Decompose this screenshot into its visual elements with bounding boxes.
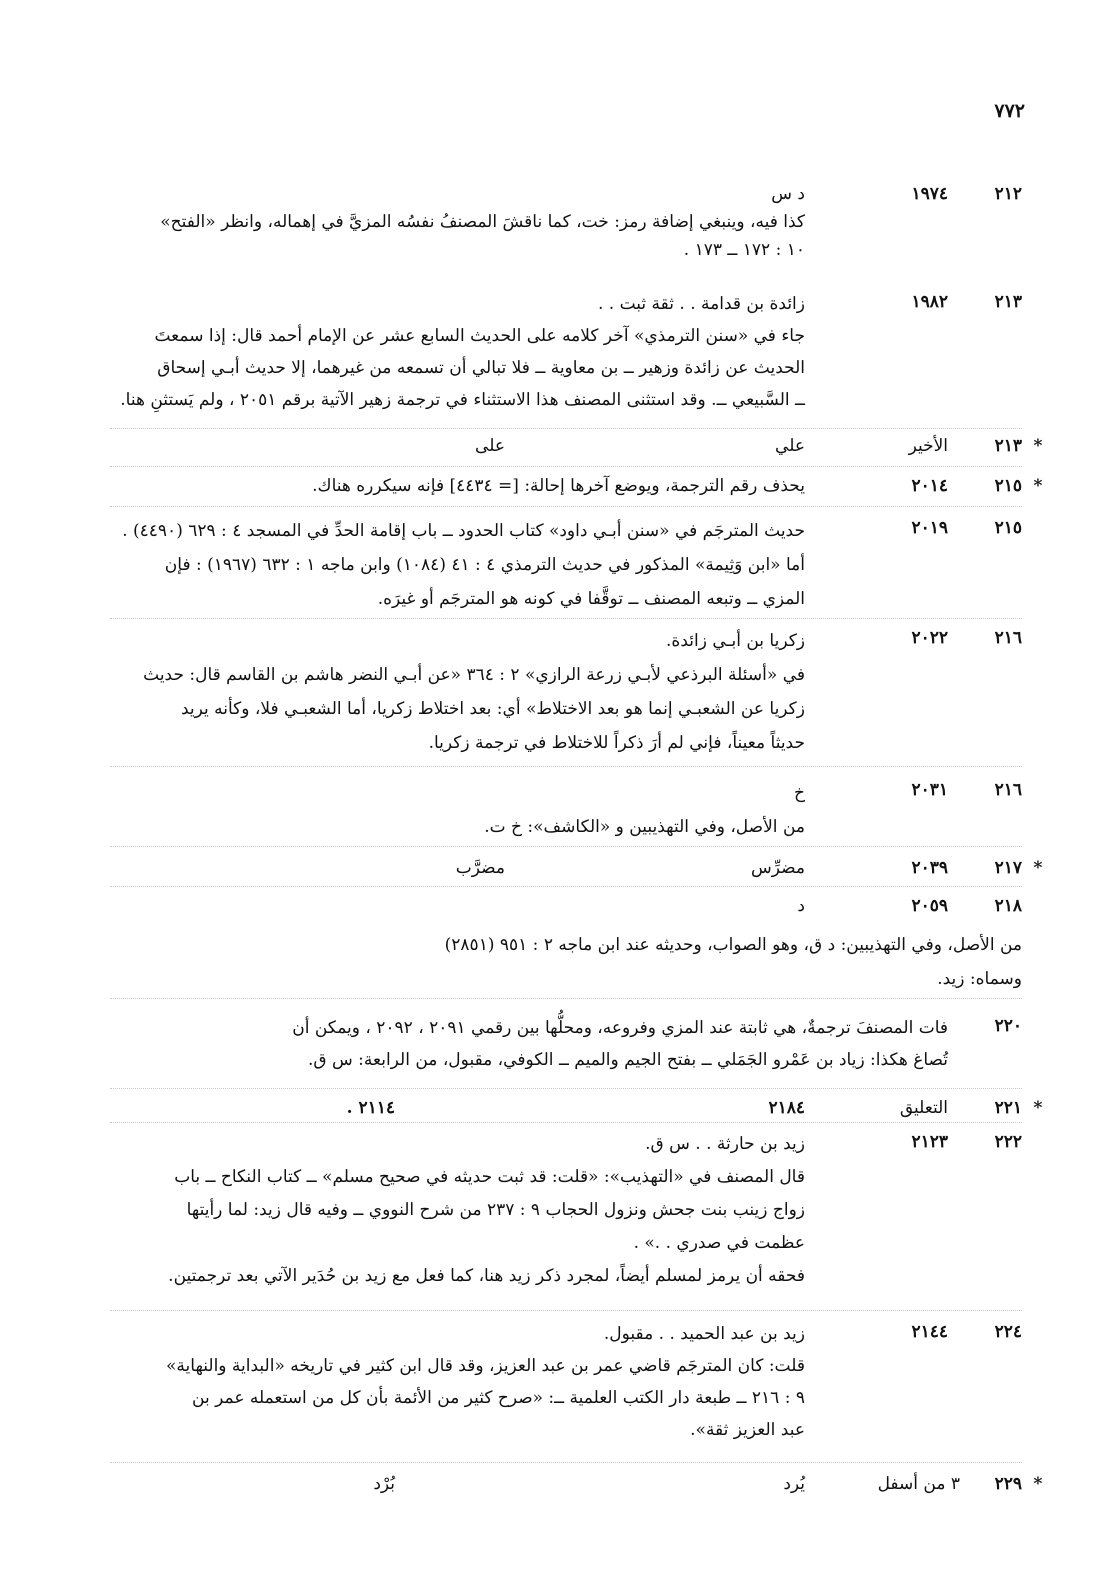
entry-line: المزي ــ وتبعه المصنف ــ توقَّفا في كونه هو المترجَم أو غيرَه.: [377, 589, 805, 609]
page-ref: ٢٢١: [994, 1098, 1022, 1118]
entry-text: [110, 180, 805, 264]
page-ref: ٢١٣: [994, 292, 1022, 312]
line-ref: ١٩٧٤: [911, 184, 948, 204]
entry-line: زواج زينب بنت جحش ونزول الحجاب ٩ : ٢٣٧ من شرح النووي ــ وفيه قال زيد: لما رأيتها: [186, 1200, 805, 1220]
entry-text: [110, 928, 1022, 996]
divider: [110, 506, 1022, 507]
entry-line: من الأصل، وفي التهذيبين و «الكاشف»: خ ت.: [484, 817, 805, 837]
divider: [110, 998, 1022, 999]
entry-head: زيد بن حارثة . . س ق.: [645, 1134, 805, 1154]
entry-head: يحذف رقم الترجمة، ويوضع آخرها إحالة: [= ٤٤٣٤] فإنه سيكرره هناك.: [312, 476, 805, 496]
page-ref: ٢١٥: [994, 518, 1022, 538]
star-marker: *: [1033, 858, 1043, 878]
incorrect-reading: يُرد: [783, 1474, 805, 1494]
divider: [110, 618, 1022, 619]
entry-head: زيد بن عبد الحميد . . مقبول.: [603, 1324, 805, 1344]
entry-text: [110, 288, 805, 416]
page-ref: ٢٢٠: [994, 1016, 1022, 1036]
page-ref: ٢٢٩: [994, 1474, 1022, 1494]
page-ref: ٢٢٢: [994, 1132, 1022, 1152]
divider: [110, 428, 1022, 429]
entry-line: أما «ابن وَثِيمة» المذكور في حديث الترمذي ٤ : ٤١ (١٠٨٤) وابن ماجه ١ : ٦٣٢ (١٩٦٧) : فإن: [164, 555, 805, 575]
incorrect-reading: علي: [775, 436, 805, 456]
page-ref: ٢١٦: [994, 628, 1022, 648]
correct-reading: بُرْد: [373, 1474, 395, 1494]
page-ref: ٢١٨: [994, 896, 1022, 916]
entry-line: فات المصنفَ ترجمةٌ، هي ثابتة عند المزي وفروعه، ومحلُّها بين رقمي ٢٠٩١ ، ٢٠٩٢ ، ويمكن أن: [292, 1018, 948, 1038]
divider: [110, 766, 1022, 767]
incorrect-reading: مضرِّس: [751, 858, 805, 878]
page-ref: ٢١٧: [994, 858, 1022, 878]
line-ref: ٢٠٥٩: [911, 896, 948, 916]
entry-line: ١٠ : ١٧٢ ــ ١٧٣ .: [683, 240, 805, 260]
line-ref: ٣ من أسفل: [877, 1474, 960, 1494]
entry-head: د س: [771, 184, 805, 204]
star-marker: *: [1033, 476, 1043, 496]
line-ref: ٢٠٣٩: [911, 858, 948, 878]
page-ref: ٢١٦: [994, 780, 1022, 800]
page-number: ٧٧٢: [994, 100, 1025, 122]
divider: [110, 1088, 1022, 1089]
entry-head: زائدة بن قدامة . . ثقة ثبت . .: [597, 294, 805, 314]
entry-line: من الأصل، وفي التهذيبين: د ق، وهو الصواب، وحديثه عند ابن ماجه ٢ : ٩٥١ (٢٨٥١): [444, 935, 1022, 955]
page-ref: ٢١٢: [994, 184, 1022, 204]
star-marker: *: [1033, 1098, 1043, 1118]
divider: [110, 466, 1022, 467]
line-ref: ٢٠٣١: [911, 780, 948, 800]
entry-line: وسماه: زيد.: [937, 969, 1022, 989]
line-ref: ١٩٨٢: [911, 292, 948, 312]
correct-reading: على: [475, 436, 505, 456]
line-ref: ٢٠١٤: [911, 476, 948, 496]
entry-text: [110, 1318, 805, 1446]
entry-line: زكريا عن الشعبـي إنما هو بعد الاختلاط» أي: بعد اختلاط زكريا، أما الشعبـي فلا، وكأنه يريد: [180, 699, 805, 719]
divider: [110, 846, 1022, 847]
entry-text: [110, 472, 805, 500]
entry-line: عبد العزيز ثقة».: [690, 1420, 805, 1440]
entry-line: عظمت في صدري . .» .: [633, 1233, 805, 1253]
entry-text: [110, 624, 805, 760]
entry-line: ٩ : ٢١٦ ــ طبعة دار الكتب العلمية ــ: «صرح كثير من الأئمة بأن كل من استعمله عمر بن: [192, 1388, 805, 1408]
entry-head: خ: [794, 783, 805, 803]
entry-text: [110, 514, 805, 616]
entry-text: [110, 892, 805, 920]
divider: [110, 1462, 1022, 1463]
entry-text: [110, 1128, 805, 1293]
entry-line: ــ السَّبيعي ــ. وقد استثنى المصنف هذا الاستثناء في ترجمة زهير الآتية برقم ٢٠٥١ ، ولم يَستثنِ هنا.: [120, 390, 805, 410]
entry-text: [110, 776, 805, 844]
line-ref: التعليق: [899, 1098, 948, 1118]
line-ref: ٢٠٢٢: [911, 628, 948, 648]
entry-head: حديث المترجَم في «سنن أبـي داود» كتاب الحدود ــ باب إقامة الحدِّ في المسجد ٤ : ٦٢٩ (٤٤٩٠) .: [122, 521, 805, 541]
star-marker: *: [1033, 1474, 1043, 1494]
star-marker: *: [1033, 436, 1043, 456]
entry-line: تُصاغ هكذا: زياد بن عَمْرو الجَمَلي ــ بفتح الجيم والميم ــ الكوفي، مقبول، من الرابعة: س ق.: [308, 1050, 948, 1070]
entry-line: فحقه أن يرمز لمسلم أيضاً، لمجرد ذكر زيد هنا، كما فعل مع زيد بن حُدَير الآتي بعد ترجمتين.: [168, 1266, 805, 1286]
divider: [110, 886, 1022, 887]
entry-line: قال المصنف في «التهذيب»: «قلت: قد ثبت حديثه في صحيح مسلم» ــ كتاب النكاح ــ باب: [174, 1167, 805, 1187]
entry-line: كذا فيه، وينبغي إضافة رمز: خت، كما ناقشَ المصنفُ نفسُه المزيَّ في إهماله، وانظر «الفتح»: [160, 212, 805, 232]
entry-line: جاء في «سنن الترمذي» آخر كلامه على الحديث السابع عشر عن الإمام أحمد قال: إذا سمعتَ: [154, 326, 805, 346]
entry-line: الحديث عن زائدة وزهير ــ بن معاوية ــ فلا تبالي أن تسمعه من غيرهما، إلا حديث أبـي إسحاق: [157, 358, 805, 378]
divider: [110, 1310, 1022, 1311]
page-ref: ٢١٥: [994, 476, 1022, 496]
line-ref: ٢١٤٤: [911, 1322, 948, 1342]
correct-reading: ٢١١٤ .: [346, 1098, 395, 1118]
line-ref: ٢١٢٣: [911, 1132, 948, 1152]
divider: [110, 1122, 1022, 1123]
correct-reading: مضرَّب: [455, 858, 505, 878]
entry-text: [110, 1012, 948, 1076]
entry-line: حديثاً معيناً، فإني لم أرَ ذكراً للاختلاط في ترجمة زكريا.: [428, 733, 805, 753]
page-ref: ٢١٣: [994, 436, 1022, 456]
entry-line: قلت: كان المترجَم قاضي عمر بن عبد العزيز، وقد قال ابن كثير في تاريخه «البداية والنهاية»: [166, 1356, 805, 1376]
page-ref: ٢٢٤: [994, 1322, 1022, 1342]
incorrect-reading: ٢١٨٤: [768, 1098, 805, 1118]
entry-head: د: [797, 896, 805, 916]
entry-head: زكريا بن أبـي زائدة.: [666, 631, 805, 651]
line-ref: ٢٠١٩: [911, 518, 948, 538]
entry-line: في «أسئلة البرذعي لأبـي زرعة الرازي» ٢ : ٣٦٤ «عن أبـي النضر هاشم بن القاسم قال: حديث: [143, 665, 805, 685]
line-ref: الأخير: [908, 436, 948, 456]
